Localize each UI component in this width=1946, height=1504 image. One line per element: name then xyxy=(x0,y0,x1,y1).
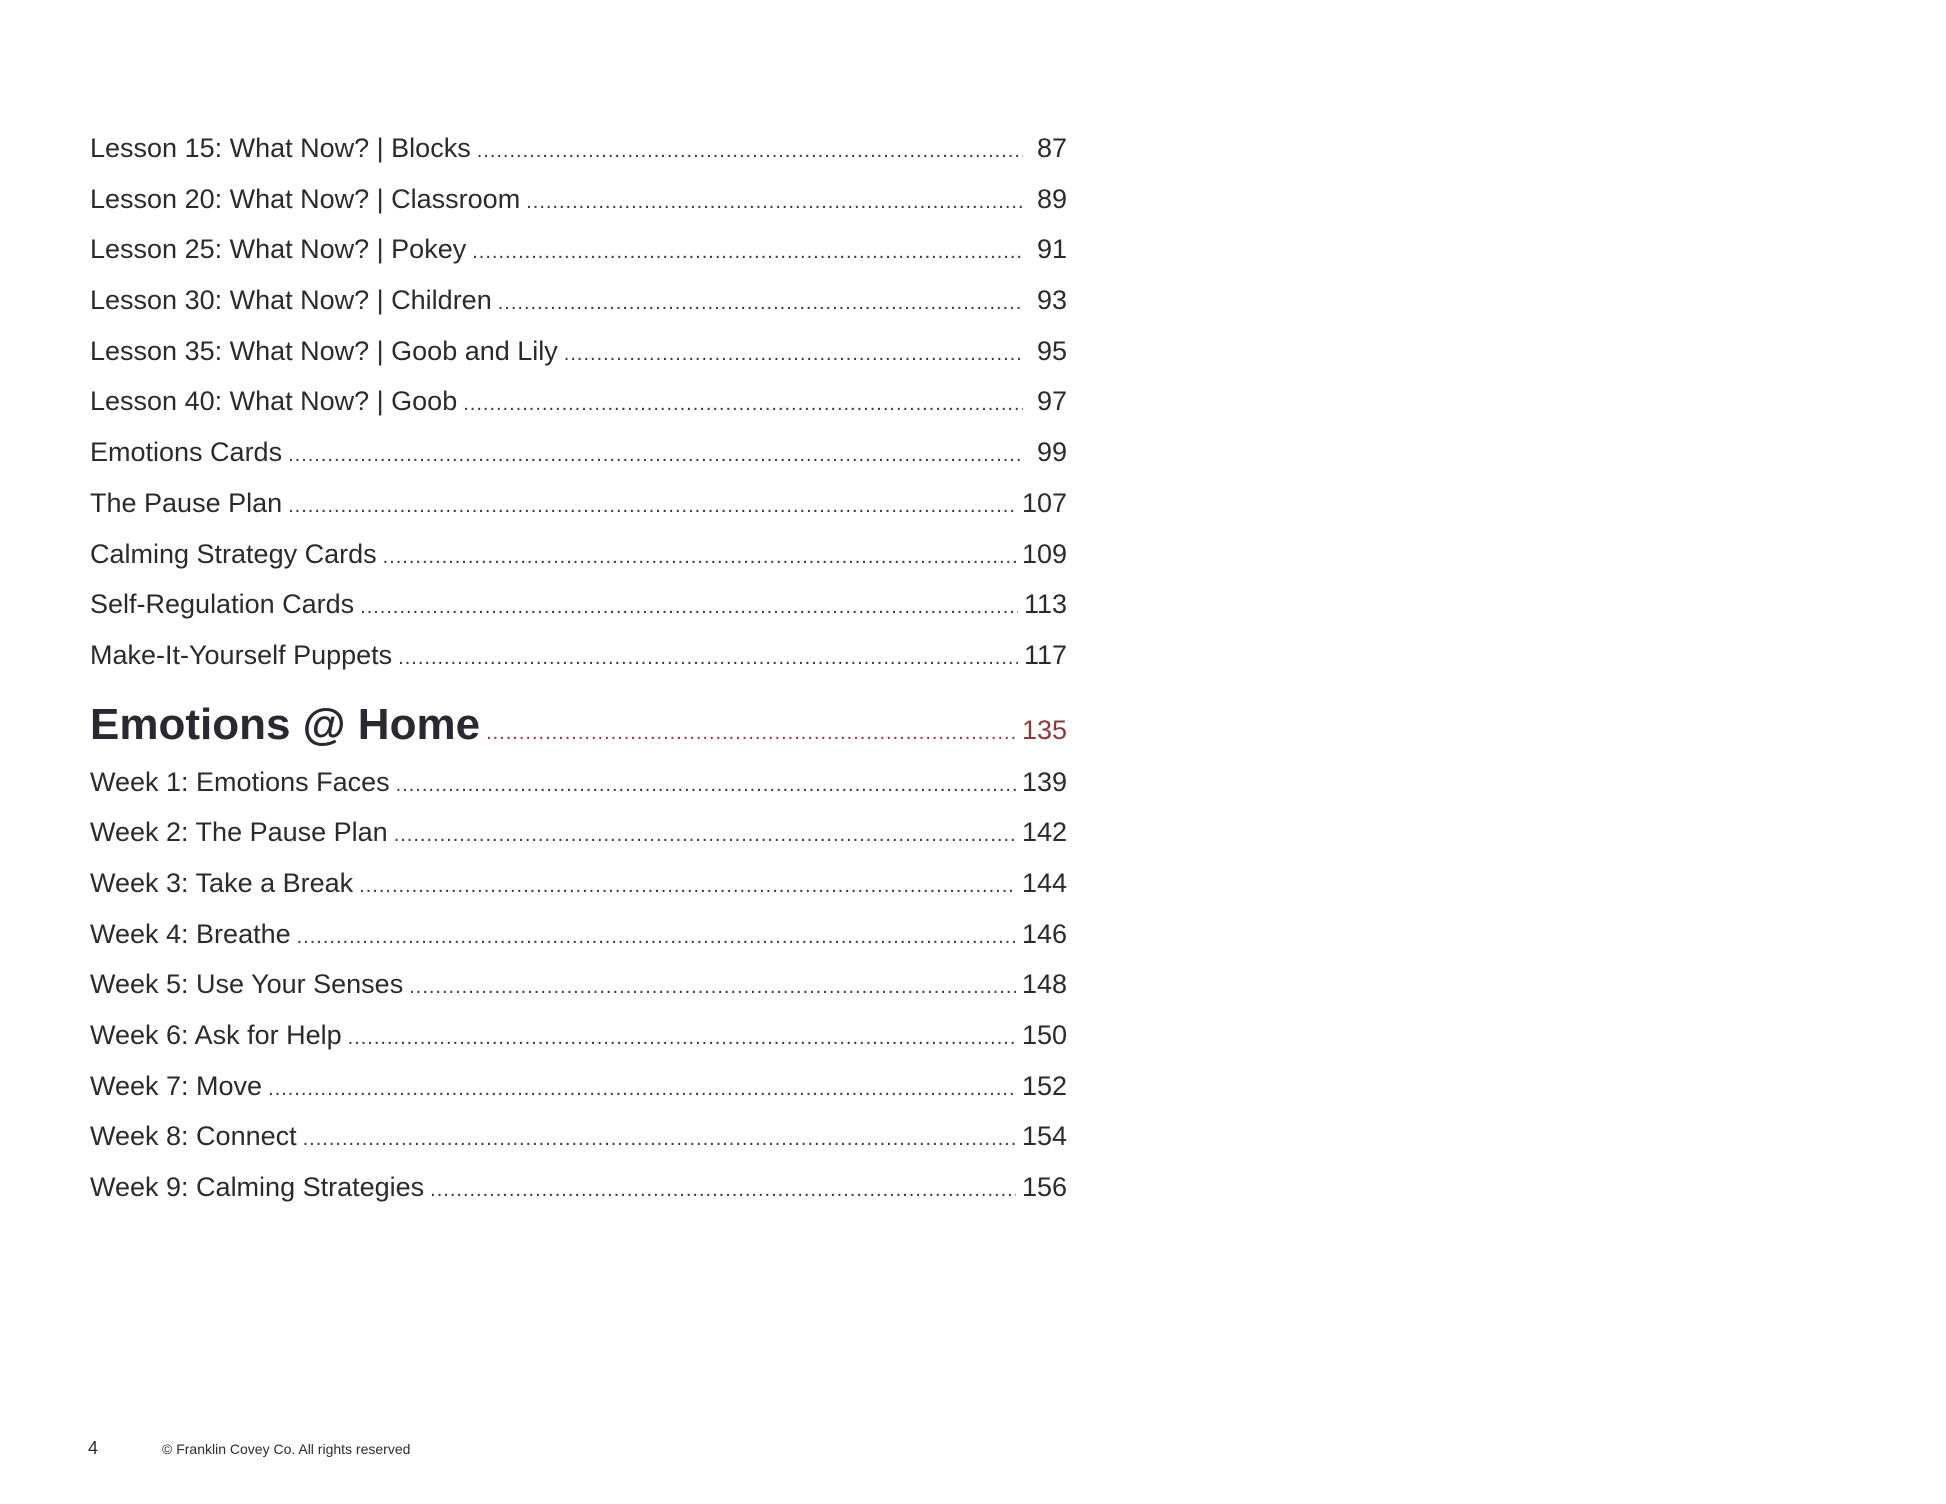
toc-entry-page: 144 xyxy=(1021,867,1067,898)
dot-leader xyxy=(564,329,1023,380)
dot-leader xyxy=(383,532,1016,583)
dot-leader xyxy=(360,582,1018,633)
toc-entry-title: Lesson 20: What Now? | Classroom xyxy=(90,183,521,214)
toc-entry-title: Calming Strategy Cards xyxy=(90,538,377,569)
dot-leader xyxy=(398,633,1018,684)
toc-entry[interactable] xyxy=(90,275,1067,326)
dot-leader xyxy=(394,810,1016,861)
toc-entry[interactable] xyxy=(90,123,1067,174)
toc-entry-page: 150 xyxy=(1021,1020,1067,1050)
toc-entry[interactable] xyxy=(90,1010,1067,1061)
toc-entry[interactable] xyxy=(90,630,1067,681)
dot-leader xyxy=(498,278,1023,329)
dot-leader xyxy=(409,962,1016,1013)
toc-entry-page: 142 xyxy=(1021,817,1067,848)
toc-entry-title: Self-Regulation Cards xyxy=(90,589,355,620)
section-page: 135 xyxy=(1021,714,1067,745)
toc-entry[interactable] xyxy=(90,1162,1067,1213)
toc-entry-title: Week 5: Use Your Senses xyxy=(90,969,404,1000)
toc-entry[interactable] xyxy=(90,807,1067,858)
toc-entry-title: Emotions Cards xyxy=(90,437,283,468)
toc-entry-page: 109 xyxy=(1021,538,1067,569)
toc-entry-page: 99 xyxy=(1036,437,1067,468)
dot-leader xyxy=(463,379,1023,430)
toc-entry-title: Week 2: The Pause Plan xyxy=(90,817,388,848)
dot-leader xyxy=(472,227,1023,278)
footer-page-number: 4 xyxy=(88,1438,99,1458)
toc-entry[interactable] xyxy=(90,529,1067,580)
toc-entry[interactable] xyxy=(90,1061,1067,1112)
dot-leader xyxy=(297,912,1016,963)
section-title: Emotions @ Home xyxy=(90,699,481,749)
page-footer xyxy=(88,1438,410,1459)
toc-entry-title: Week 6: Ask for Help xyxy=(90,1020,342,1050)
toc-entry-page: 117 xyxy=(1023,639,1067,670)
dot-leader xyxy=(396,760,1016,811)
dot-leader xyxy=(477,126,1023,177)
toc-entry-title: Week 3: Take a Break xyxy=(90,867,354,898)
dot-leader xyxy=(359,861,1016,912)
toc-entry[interactable] xyxy=(90,224,1067,275)
toc-entry-title: Week 7: Move xyxy=(90,1070,263,1101)
toc-entry-page: 95 xyxy=(1036,335,1067,366)
toc-entry-title: Make-It-Yourself Puppets xyxy=(90,639,393,670)
toc-entry-title: Week 4: Breathe xyxy=(90,918,291,949)
toc-entry-title: Week 8: Connect xyxy=(90,1121,297,1152)
table-of-contents xyxy=(90,123,1067,1213)
toc-entry-page: 91 xyxy=(1036,234,1067,265)
toc-entry-title: Lesson 40: What Now? | Goob xyxy=(90,386,458,417)
toc-entry-page: 97 xyxy=(1036,386,1067,417)
toc-entry[interactable] xyxy=(90,959,1067,1010)
dot-leader xyxy=(526,177,1023,228)
toc-entry-page: 89 xyxy=(1036,183,1067,214)
toc-entry-page: 146 xyxy=(1021,918,1067,949)
toc-entry[interactable] xyxy=(90,909,1067,960)
toc-entry[interactable] xyxy=(90,858,1067,909)
toc-entry-title: The Pause Plan xyxy=(90,487,283,518)
toc-entry[interactable] xyxy=(90,427,1067,478)
footer-copyright: © Franklin Covey Co. All rights reserved xyxy=(162,1441,411,1457)
toc-entry-page: 156 xyxy=(1021,1172,1067,1203)
toc-entry[interactable] xyxy=(90,376,1067,427)
toc-entry-page: 154 xyxy=(1021,1121,1067,1152)
toc-entry-page: 148 xyxy=(1021,969,1067,1000)
dot-leader xyxy=(303,1114,1016,1165)
toc-entry-page: 139 xyxy=(1021,766,1067,797)
dot-leader xyxy=(348,1013,1016,1064)
toc-entry[interactable] xyxy=(90,478,1067,529)
toc-entry-page: 152 xyxy=(1021,1070,1067,1101)
toc-entry-page: 93 xyxy=(1036,285,1067,316)
toc-entry-page: 113 xyxy=(1023,589,1067,620)
dot-leader xyxy=(288,481,1016,532)
dot-leader xyxy=(486,701,1016,765)
toc-entry[interactable] xyxy=(90,1111,1067,1162)
toc-entry-title: Lesson 25: What Now? | Pokey xyxy=(90,234,467,265)
toc-entry[interactable] xyxy=(90,326,1067,377)
dot-leader xyxy=(430,1165,1016,1216)
toc-entry-page: 87 xyxy=(1036,133,1067,163)
toc-entry-title: Lesson 35: What Now? | Goob and Lily xyxy=(90,335,558,366)
dot-leader xyxy=(268,1064,1016,1115)
toc-entry-title: Week 1: Emotions Faces xyxy=(90,766,390,797)
toc-entry-title: Lesson 30: What Now? | Children xyxy=(90,285,492,316)
toc-entry-title: Lesson 15: What Now? | Blocks xyxy=(90,133,471,163)
toc-entry-page: 107 xyxy=(1021,487,1067,518)
toc-entry[interactable] xyxy=(90,579,1067,630)
dot-leader xyxy=(288,430,1023,481)
toc-entry[interactable] xyxy=(90,757,1067,808)
toc-entry-title: Week 9: Calming Strategies xyxy=(90,1172,425,1203)
section-heading[interactable] xyxy=(90,693,1067,757)
toc-entry[interactable] xyxy=(90,174,1067,225)
